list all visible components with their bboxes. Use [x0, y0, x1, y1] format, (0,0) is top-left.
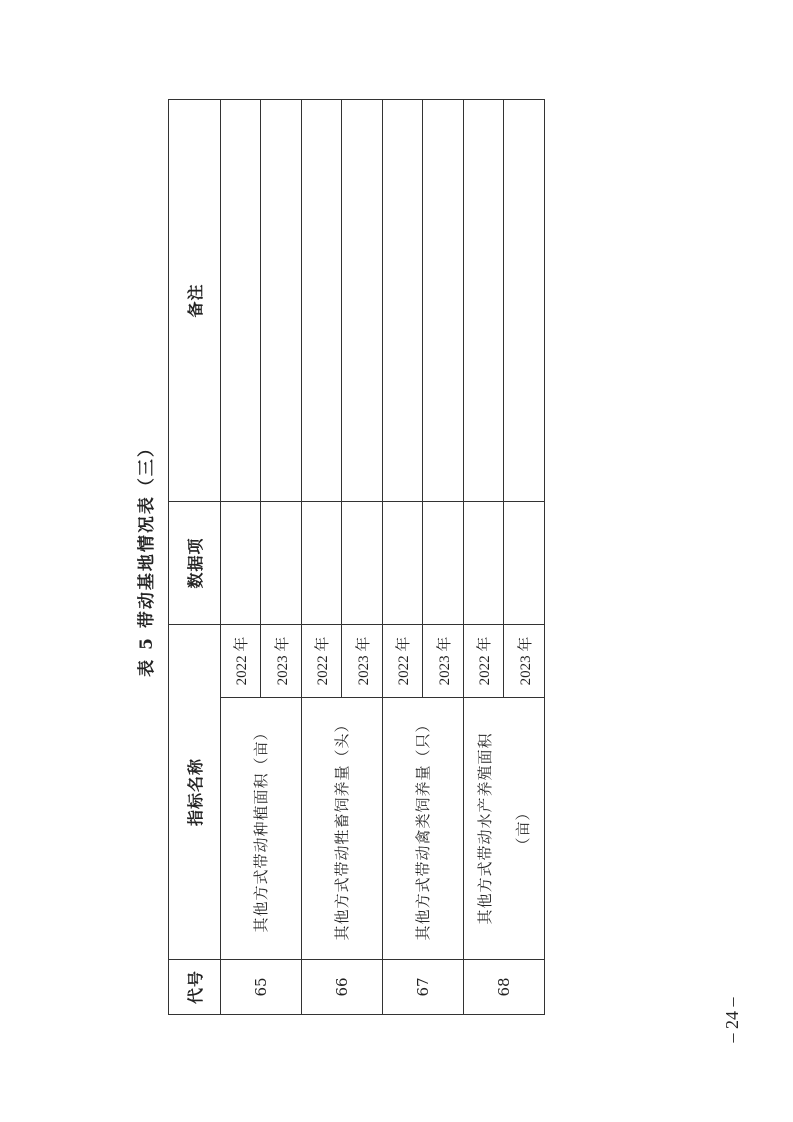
- data-table: [168, 99, 545, 1015]
- row-code: 68: [464, 960, 545, 1015]
- data-cell[interactable]: [504, 501, 545, 624]
- data-cell[interactable]: [464, 501, 504, 624]
- row-year: 2022 年: [221, 624, 261, 697]
- row-name-line: 其他方式带动水产养殖面积: [476, 732, 494, 925]
- row-year: 2022 年: [383, 624, 423, 697]
- note-cell[interactable]: [504, 99, 545, 501]
- row-year: 2022 年: [302, 624, 342, 697]
- table-row: [464, 99, 504, 1014]
- row-name-line: 其他方式带动禽类饲养量（只）: [414, 716, 432, 941]
- data-cell[interactable]: [261, 501, 302, 624]
- table-row: [302, 99, 342, 1014]
- header-name: 指标名称: [169, 624, 221, 959]
- note-cell[interactable]: [464, 99, 504, 501]
- note-cell[interactable]: [302, 99, 342, 501]
- row-code: 65: [221, 960, 302, 1015]
- row-year: 2023 年: [342, 624, 383, 697]
- row-year: 2023 年: [423, 624, 464, 697]
- rotated-table-block: [130, 100, 545, 1015]
- row-year: 2023 年: [504, 624, 545, 697]
- header-data: 数据项: [169, 501, 221, 624]
- data-cell[interactable]: [221, 501, 261, 624]
- data-cell[interactable]: [342, 501, 383, 624]
- row-name-line: 其他方式带动种植面积（亩）: [252, 724, 270, 933]
- row-year: 2023 年: [261, 624, 302, 697]
- row-code: 66: [302, 960, 383, 1015]
- row-name: [383, 698, 464, 960]
- data-cell[interactable]: [423, 501, 464, 624]
- header-code: 代号: [169, 960, 221, 1015]
- row-code: 67: [383, 960, 464, 1015]
- row-year: 2022 年: [464, 624, 504, 697]
- note-cell[interactable]: [342, 99, 383, 501]
- page-number: – 24 –: [721, 997, 742, 1043]
- table-header-row: [169, 99, 221, 1014]
- row-name: [464, 698, 545, 960]
- header-note: 备注: [169, 99, 221, 501]
- note-cell[interactable]: [423, 99, 464, 501]
- data-cell[interactable]: [302, 501, 342, 624]
- data-cell[interactable]: [383, 501, 423, 624]
- row-name: [302, 698, 383, 960]
- row-name-line: 其他方式带动牲畜饲养量（头）: [333, 716, 351, 941]
- table-title: 表 5 带动基地情况表（三）: [137, 438, 157, 677]
- note-cell[interactable]: [261, 99, 302, 501]
- table-row: [221, 99, 261, 1014]
- row-name-line: （亩）: [514, 804, 532, 853]
- note-cell[interactable]: [221, 99, 261, 501]
- row-name: [221, 698, 302, 960]
- note-cell[interactable]: [383, 99, 423, 501]
- table-row: [383, 99, 423, 1014]
